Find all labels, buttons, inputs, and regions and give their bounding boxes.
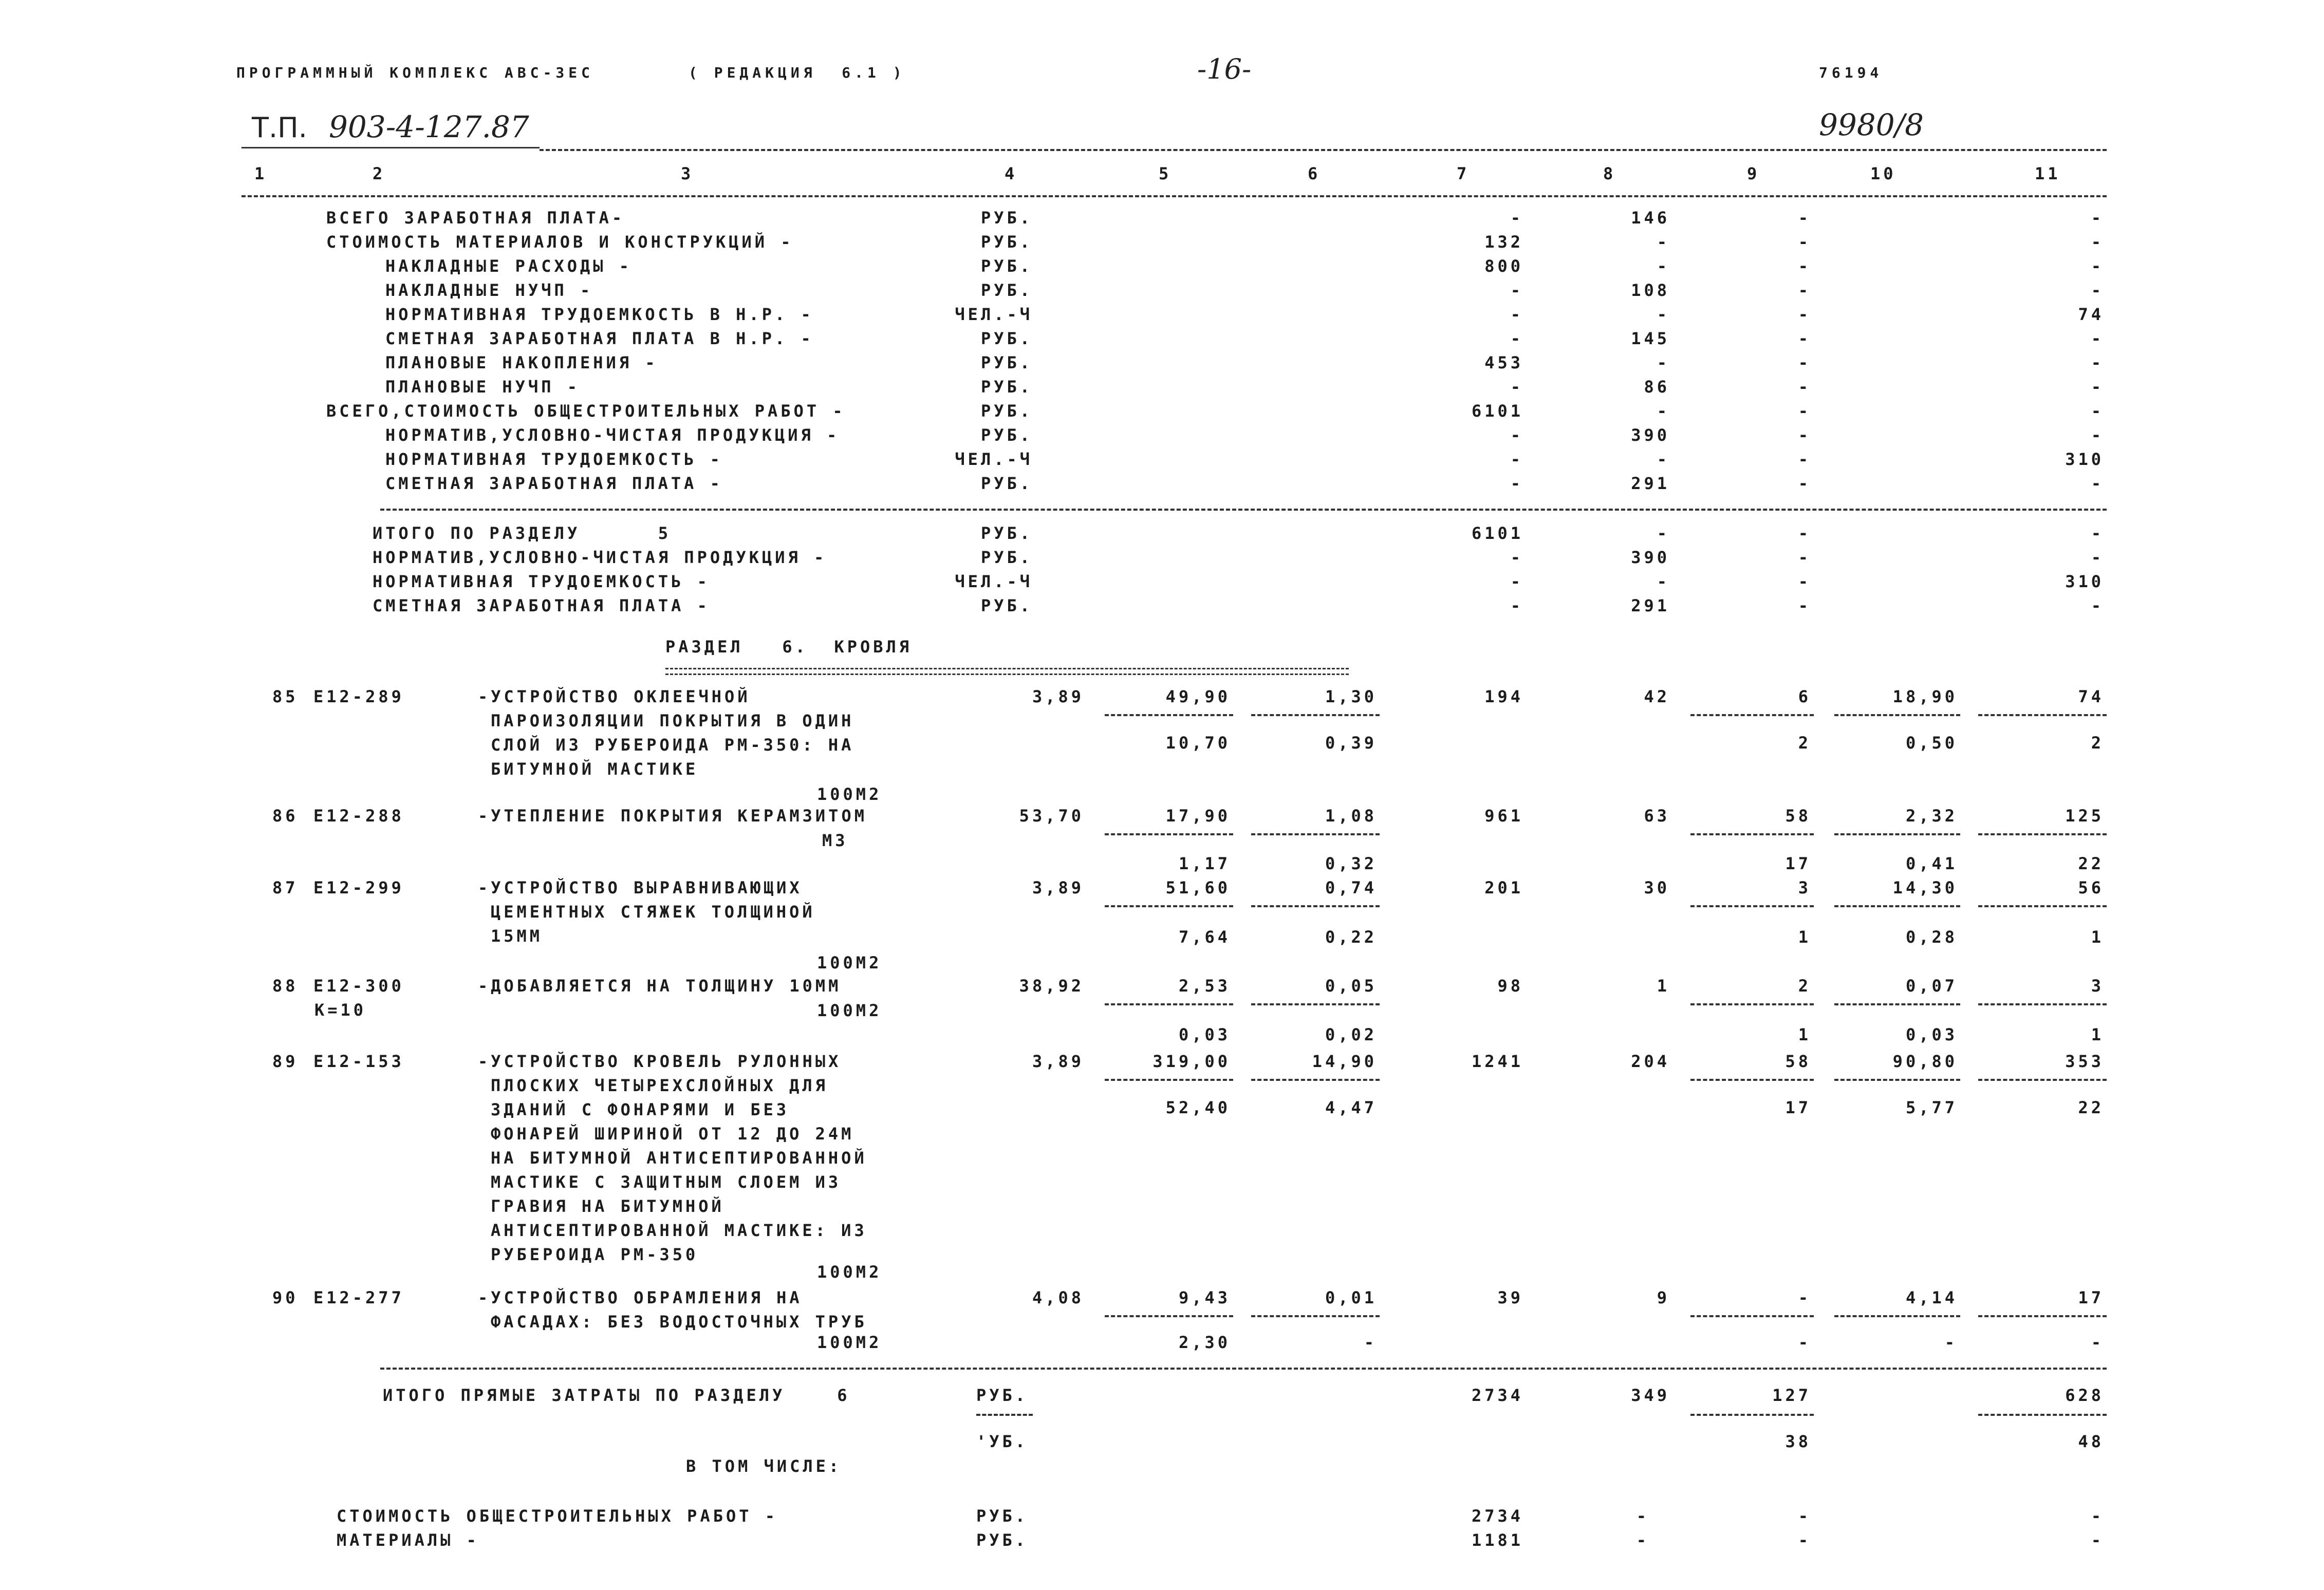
summary-row-col9: - bbox=[1798, 305, 1811, 324]
itogo-6-col9-sub: 38 bbox=[1785, 1432, 1811, 1451]
item-col6: 0,01 bbox=[1325, 1288, 1377, 1307]
item-col6-sub: 4,47 bbox=[1325, 1098, 1377, 1117]
itogo-row-col8: 390 bbox=[1631, 548, 1670, 567]
page-number: -16- bbox=[1197, 53, 1252, 85]
summary-row-col11: - bbox=[2091, 280, 2104, 300]
item-number: 88 bbox=[272, 976, 299, 996]
summary-row-col7: - bbox=[1510, 377, 1523, 397]
item-subdivider bbox=[1105, 1079, 1233, 1081]
footer-row-col8: - bbox=[1636, 1506, 1649, 1526]
item-description-line: -УТЕПЛЕНИЕ ПОКРЫТИЯ КЕРАМЗИТОМ bbox=[478, 806, 867, 826]
item-number: 85 bbox=[272, 687, 299, 706]
itogo-6-col9: 127 bbox=[1772, 1386, 1811, 1405]
itogo-6-unit-2: 'УБ. bbox=[976, 1432, 1029, 1451]
item-col7: 961 bbox=[1484, 806, 1523, 826]
item-col10: 0,07 bbox=[1905, 976, 1958, 996]
summary-row-name: НАКЛАДНЫЕ РАСХОДЫ - bbox=[385, 256, 633, 276]
column-header-3: 3 bbox=[681, 164, 694, 183]
summary-row-col11: - bbox=[2091, 425, 2104, 445]
item-col5: 2,53 bbox=[1178, 976, 1231, 996]
column-header-7: 7 bbox=[1457, 164, 1470, 183]
summary-row-unit: РУБ. bbox=[980, 232, 1033, 252]
summary-row-col7: 453 bbox=[1484, 353, 1523, 372]
summary-row-col7: - bbox=[1510, 425, 1523, 445]
summary-row-col9: - bbox=[1798, 208, 1811, 228]
itogo-row-col11: 310 bbox=[2065, 572, 2104, 591]
item-subdivider bbox=[1105, 1003, 1233, 1005]
itogo-row-unit: РУБ. bbox=[980, 596, 1033, 615]
summary-row-col9: - bbox=[1798, 401, 1811, 421]
summary-row-col7: - bbox=[1510, 280, 1523, 300]
summary-row-col9: - bbox=[1798, 353, 1811, 372]
item-unit: 100М2 bbox=[817, 1262, 882, 1282]
item-subdivider bbox=[1690, 1079, 1814, 1081]
item-description-line: -УСТРОЙСТВО КРОВЕЛЬ РУЛОННЫХ bbox=[478, 1052, 842, 1071]
item-col8: 204 bbox=[1631, 1052, 1670, 1071]
summary-row-unit: РУБ. bbox=[980, 353, 1033, 372]
summary-row-col11: - bbox=[2091, 401, 2104, 421]
itogo-row-name: НОРМАТИВНАЯ ТРУДОЕМКОСТЬ - bbox=[373, 572, 710, 591]
item-subdivider bbox=[1834, 905, 1960, 907]
item-col9-sub: 2 bbox=[1798, 733, 1811, 753]
summary-row-unit: РУБ. bbox=[980, 425, 1033, 445]
summary-row-name: СТОИМОСТЬ МАТЕРИАЛОВ И КОНСТРУКЦИЙ - bbox=[326, 232, 794, 252]
project-code-underline bbox=[241, 147, 540, 148]
summary-row-name: ВСЕГО ЗАРАБОТНАЯ ПЛАТА- bbox=[326, 208, 625, 228]
item-quantity: 4,08 bbox=[1032, 1288, 1084, 1307]
item-col5: 51,60 bbox=[1165, 878, 1231, 897]
item-col5-sub: 1,17 bbox=[1178, 854, 1231, 873]
item-col10-sub: 0,50 bbox=[1905, 733, 1958, 753]
item-quantity: 3,89 bbox=[1032, 687, 1084, 706]
item-col7: 201 bbox=[1484, 878, 1523, 897]
item-unit: 100М2 bbox=[817, 1333, 882, 1352]
summary-row-col8: 108 bbox=[1631, 280, 1670, 300]
itogo-row-col11: - bbox=[2091, 548, 2104, 567]
item-subdivider bbox=[1834, 1315, 1960, 1317]
summary-row-col9: - bbox=[1798, 474, 1811, 493]
column-header-2: 2 bbox=[373, 164, 386, 183]
column-header-6: 6 bbox=[1308, 164, 1321, 183]
item-subdivider bbox=[1978, 905, 2107, 907]
item-col6: 14,90 bbox=[1312, 1052, 1377, 1071]
itogo-row-col8: - bbox=[1657, 523, 1670, 543]
summary-row-col7: 132 bbox=[1484, 232, 1523, 252]
itogo-row-col9: - bbox=[1798, 596, 1811, 615]
summary-row-name: НАКЛАДНЫЕ НУЧП - bbox=[385, 280, 593, 300]
item-quantity: 53,70 bbox=[1019, 806, 1084, 826]
doc-number: 76194 bbox=[1819, 64, 1883, 81]
item-code: Е12-299 bbox=[313, 878, 404, 897]
summary-row-col11: - bbox=[2091, 329, 2104, 348]
summary-row-col11: - bbox=[2091, 377, 2104, 397]
column-header-4: 4 bbox=[1005, 164, 1018, 183]
summary-row-name: СМЕТНАЯ ЗАРАБОТНАЯ ПЛАТА - bbox=[385, 474, 723, 493]
item-col11-sub: 1 bbox=[2091, 1025, 2104, 1044]
itogo-6-unit: РУБ. bbox=[976, 1386, 1029, 1405]
item-description-line: -УСТРОЙСТВО ОБРАМЛЕНИЯ НА bbox=[478, 1288, 803, 1307]
item-code: Е12-277 bbox=[313, 1288, 404, 1307]
item-subdivider bbox=[1251, 714, 1380, 716]
column-header-11: 11 bbox=[2035, 164, 2061, 183]
summary-row-col9: - bbox=[1798, 425, 1811, 445]
item-col11-sub: - bbox=[2091, 1333, 2104, 1352]
summary-row-col8: 146 bbox=[1631, 208, 1670, 228]
summary-row-col7: - bbox=[1510, 329, 1523, 348]
summary-row-col7: - bbox=[1510, 474, 1523, 493]
item-subdivider bbox=[1251, 833, 1380, 835]
item-subdivider bbox=[1105, 714, 1233, 716]
item-description-line: ЗДАНИЙ С ФОНАРЯМИ И БЕЗ bbox=[491, 1100, 790, 1119]
summary-row-col7: - bbox=[1510, 305, 1523, 324]
item-col6-sub: 0,02 bbox=[1325, 1025, 1377, 1044]
item-col5-sub: 7,64 bbox=[1178, 927, 1231, 947]
item-col10-sub: 5,77 bbox=[1905, 1098, 1958, 1117]
program-name: ПРОГРАММНЫЙ КОМПЛЕКС АВС-ЗЕС bbox=[236, 64, 594, 81]
summary-row-col8: 86 bbox=[1644, 377, 1670, 397]
summary-row-col8: 145 bbox=[1631, 329, 1670, 348]
item-col5: 49,90 bbox=[1165, 687, 1231, 706]
summary-row-col11: 310 bbox=[2065, 450, 2104, 469]
itogo-row-col9: - bbox=[1798, 572, 1811, 591]
footer-row-col7: 2734 bbox=[1471, 1506, 1523, 1526]
item-col8: 1 bbox=[1657, 976, 1670, 996]
itogo-6-name: ИТОГО ПРЯМЫЕ ЗАТРАТЫ ПО РАЗДЕЛУ 6 bbox=[383, 1386, 850, 1405]
summary-row-col8: 390 bbox=[1631, 425, 1670, 445]
item-col5-sub: 10,70 bbox=[1165, 733, 1231, 753]
summary-row-unit: РУБ. bbox=[980, 474, 1033, 493]
item-col9: 6 bbox=[1798, 687, 1811, 706]
item-quantity: 38,92 bbox=[1019, 976, 1084, 996]
item-col8: 9 bbox=[1657, 1288, 1670, 1307]
itogo-row-unit: ЧЕЛ.-Ч bbox=[955, 572, 1033, 591]
summary-row-col7: 800 bbox=[1484, 256, 1523, 276]
column-header-9: 9 bbox=[1747, 164, 1760, 183]
itogo-row-col9: - bbox=[1798, 523, 1811, 543]
item-number: 89 bbox=[272, 1052, 299, 1071]
item-subdivider bbox=[1251, 1003, 1380, 1005]
item-col6: 0,74 bbox=[1325, 878, 1377, 897]
item-description-line: СЛОЙ ИЗ РУБЕРОИДА РМ-350: НА bbox=[491, 735, 854, 755]
item-subdivider bbox=[1978, 714, 2107, 716]
section-6-title-underline bbox=[665, 668, 1349, 675]
summary-row-unit: ЧЕЛ.-Ч bbox=[955, 450, 1033, 469]
item-col5-sub: 2,30 bbox=[1178, 1333, 1231, 1352]
item-description-line: ФАСАДАХ: БЕЗ ВОДОСТОЧНЫХ ТРУБ bbox=[491, 1312, 867, 1332]
summary-row-col7: 6101 bbox=[1471, 401, 1523, 421]
item-col9-sub: - bbox=[1798, 1333, 1811, 1352]
footer-row-col11: - bbox=[2091, 1530, 2104, 1550]
sheet-code: 9980/8 bbox=[1819, 107, 1924, 142]
item-description-line: АНТИСЕПТИРОВАННОЙ МАСТИКЕ: ИЗ bbox=[491, 1221, 867, 1240]
v-tom-chisle-label: В ТОМ ЧИСЛЕ: bbox=[686, 1456, 842, 1476]
summary-row-col11: - bbox=[2091, 353, 2104, 372]
section-5-divider bbox=[380, 509, 2107, 511]
project-code: 903-4-127.87 bbox=[329, 109, 529, 144]
item-subdivider bbox=[1834, 833, 1960, 835]
item-col11-sub: 22 bbox=[2078, 1098, 2104, 1117]
itogo-row-unit: РУБ. bbox=[980, 548, 1033, 567]
column-header-10: 10 bbox=[1870, 164, 1897, 183]
item-col10: 4,14 bbox=[1905, 1288, 1958, 1307]
item-col9-sub: 17 bbox=[1785, 854, 1811, 873]
summary-row-col8: - bbox=[1657, 232, 1670, 252]
summary-row-col8: - bbox=[1657, 256, 1670, 276]
item-col8: 30 bbox=[1644, 878, 1670, 897]
summary-row-unit: РУБ. bbox=[980, 329, 1033, 348]
itogo-row-col7: - bbox=[1510, 572, 1523, 591]
footer-row-col8: - bbox=[1636, 1530, 1649, 1550]
item-subdivider bbox=[1105, 833, 1233, 835]
item-subdivider bbox=[1834, 1079, 1960, 1081]
summary-row-unit: РУБ. bbox=[980, 208, 1033, 228]
item-subdivider bbox=[1834, 1003, 1960, 1005]
item-col6-sub: 0,22 bbox=[1325, 927, 1377, 947]
project-prefix: Т.П. bbox=[252, 111, 307, 144]
itogo-6-col11: 628 bbox=[2065, 1386, 2104, 1405]
summary-row-col9: - bbox=[1798, 450, 1811, 469]
summary-row-col7: - bbox=[1510, 208, 1523, 228]
item-code: Е12-300 bbox=[313, 976, 404, 996]
item-subdivider bbox=[1105, 1315, 1233, 1317]
column-header-1: 1 bbox=[254, 164, 268, 183]
item-description-line: РУБЕРОИДА РМ-350 bbox=[491, 1245, 699, 1264]
footer-row-name: МАТЕРИАЛЫ - bbox=[337, 1530, 479, 1550]
item-subdivider bbox=[1251, 905, 1380, 907]
itogo-row-col8: - bbox=[1657, 572, 1670, 591]
item-subdivider bbox=[1978, 833, 2107, 835]
item-number: 87 bbox=[272, 878, 299, 897]
summary-row-unit: РУБ. bbox=[980, 401, 1033, 421]
item-number: 90 bbox=[272, 1288, 299, 1307]
section-6-title: РАЗДЕЛ 6. КРОВЛЯ bbox=[665, 637, 913, 657]
item-subdivider bbox=[1978, 1003, 2107, 1005]
item-col6: 1,08 bbox=[1325, 806, 1377, 826]
item-col11-sub: 1 bbox=[2091, 927, 2104, 947]
item-description-line: -УСТРОЙСТВО ОКЛЕЕЧНОЙ bbox=[478, 687, 751, 706]
item-unit: 100М2 bbox=[817, 1001, 882, 1020]
summary-row-col9: - bbox=[1798, 329, 1811, 348]
summary-row-col9: - bbox=[1798, 232, 1811, 252]
summary-row-col8: - bbox=[1657, 450, 1670, 469]
summary-row-col11: - bbox=[2091, 208, 2104, 228]
summary-row-name: ПЛАНОВЫЕ НУЧП - bbox=[385, 377, 580, 397]
item-col7: 98 bbox=[1497, 976, 1523, 996]
item-description-line: ПАРОИЗОЛЯЦИИ ПОКРЫТИЯ В ОДИН bbox=[491, 711, 854, 731]
summary-row-unit: ЧЕЛ.-Ч bbox=[955, 305, 1033, 324]
item-number: 86 bbox=[272, 806, 299, 826]
itogo-6-col7: 2734 bbox=[1471, 1386, 1523, 1405]
summary-row-unit: РУБ. bbox=[980, 377, 1033, 397]
item-code-coef: К=10 bbox=[314, 1000, 367, 1020]
item-description-line: ЦЕМЕНТНЫХ СТЯЖЕК ТОЛЩИНОЙ bbox=[491, 902, 815, 922]
summary-row-col8: - bbox=[1657, 305, 1670, 324]
item-col9: 3 bbox=[1798, 878, 1811, 897]
item-description-line: 15ММ bbox=[491, 926, 543, 946]
item-subdivider bbox=[1690, 1003, 1814, 1005]
footer-row-col9: - bbox=[1798, 1506, 1811, 1526]
itogo-row-col7: 6101 bbox=[1471, 523, 1523, 543]
itogo-6-subdivider bbox=[1690, 1414, 1814, 1416]
item-col11-sub: 2 bbox=[2091, 733, 2104, 753]
item-col6-sub: - bbox=[1364, 1333, 1377, 1352]
item-subdivider bbox=[1690, 833, 1814, 835]
item-subdivider bbox=[1690, 905, 1814, 907]
footer-row-name: СТОИМОСТЬ ОБЩЕСТРОИТЕЛЬНЫХ РАБОТ - bbox=[337, 1506, 778, 1526]
summary-row-col11: - bbox=[2091, 474, 2104, 493]
item-col6: 0,05 bbox=[1325, 976, 1377, 996]
itogo-row-name: НОРМАТИВ,УСЛОВНО-ЧИСТАЯ ПРОДУКЦИЯ - bbox=[373, 548, 827, 567]
item-col10: 90,80 bbox=[1892, 1052, 1958, 1071]
item-col11-sub: 22 bbox=[2078, 854, 2104, 873]
item-col10-sub: 0,41 bbox=[1905, 854, 1958, 873]
summary-row-col9: - bbox=[1798, 377, 1811, 397]
summary-row-unit: РУБ. bbox=[980, 256, 1033, 276]
item-quantity: 3,89 bbox=[1032, 878, 1084, 897]
item-description-line: НА БИТУМНОЙ АНТИСЕПТИРОВАННОЙ bbox=[491, 1148, 867, 1168]
itogo-row-col11: - bbox=[2091, 523, 2104, 543]
item-description-line: ФОНАРЕЙ ШИРИНОЙ ОТ 12 ДО 24М bbox=[491, 1124, 854, 1144]
item-subdivider bbox=[1690, 714, 1814, 716]
column-header-divider bbox=[241, 195, 2107, 197]
item-col6: 1,30 bbox=[1325, 687, 1377, 706]
item-col10-sub: 0,28 bbox=[1905, 927, 1958, 947]
summary-row-name: НОРМАТИВНАЯ ТРУДОЕМКОСТЬ - bbox=[385, 450, 723, 469]
footer-row-unit: РУБ. bbox=[976, 1530, 1029, 1550]
item-col10-sub: 0,03 bbox=[1905, 1025, 1958, 1044]
header-divider bbox=[540, 149, 2107, 151]
item-col9: 2 bbox=[1798, 976, 1811, 996]
item-col11: 17 bbox=[2078, 1288, 2104, 1307]
summary-row-name: ВСЕГО,СТОИМОСТЬ ОБЩЕСТРОИТЕЛЬНЫХ РАБОТ - bbox=[326, 401, 846, 421]
item-col9: - bbox=[1798, 1288, 1811, 1307]
item-col8: 63 bbox=[1644, 806, 1670, 826]
item-col11: 74 bbox=[2078, 687, 2104, 706]
item-unit: 100М2 bbox=[817, 784, 882, 804]
summary-row-unit: РУБ. bbox=[980, 280, 1033, 300]
itogo-row-col8: 291 bbox=[1631, 596, 1670, 615]
item-subdivider bbox=[1251, 1315, 1380, 1317]
item-col11: 353 bbox=[2065, 1052, 2104, 1071]
footer-row-col9: - bbox=[1798, 1530, 1811, 1550]
summary-row-col8: - bbox=[1657, 401, 1670, 421]
footer-row-col7: 1181 bbox=[1471, 1530, 1523, 1550]
footer-row-unit: РУБ. bbox=[976, 1506, 1029, 1526]
itogo-6-col11-sub: 48 bbox=[2078, 1432, 2104, 1451]
item-code: Е12-153 bbox=[313, 1052, 404, 1071]
itogo-6-subdivider bbox=[976, 1414, 1033, 1416]
item-col11: 125 bbox=[2065, 806, 2104, 826]
item-unit: 100М2 bbox=[817, 953, 882, 972]
item-subdivider bbox=[1105, 905, 1233, 907]
item-subdivider bbox=[1978, 1079, 2107, 1081]
itogo-row-name: ИТОГО ПО РАЗДЕЛУ 5 bbox=[373, 523, 672, 543]
item-col10: 14,30 bbox=[1892, 878, 1958, 897]
itogo-row-col7: - bbox=[1510, 596, 1523, 615]
itogo-6-col8: 349 bbox=[1631, 1386, 1670, 1405]
itogo-row-col7: - bbox=[1510, 548, 1523, 567]
item-col6-sub: 0,32 bbox=[1325, 854, 1377, 873]
item-subdivider bbox=[1978, 1315, 2107, 1317]
item-code: Е12-288 bbox=[313, 806, 404, 826]
summary-row-name: СМЕТНАЯ ЗАРАБОТНАЯ ПЛАТА В Н.Р. - bbox=[385, 329, 814, 348]
column-header-8: 8 bbox=[1603, 164, 1616, 183]
summary-row-col11: 74 bbox=[2078, 305, 2104, 324]
item-description-line: ГРАВИЯ НА БИТУМНОЙ bbox=[491, 1196, 724, 1216]
item-description-line: -ДОБАВЛЯЕТСЯ НА ТОЛЩИНУ 10ММ bbox=[478, 976, 842, 996]
column-header-5: 5 bbox=[1159, 164, 1172, 183]
footer-row-col11: - bbox=[2091, 1506, 2104, 1526]
item-col6-sub: 0,39 bbox=[1325, 733, 1377, 753]
item-col9: 58 bbox=[1785, 806, 1811, 826]
item-col9: 58 bbox=[1785, 1052, 1811, 1071]
item-col5: 9,43 bbox=[1178, 1288, 1231, 1307]
item-code: Е12-289 bbox=[313, 687, 404, 706]
summary-row-col8: - bbox=[1657, 353, 1670, 372]
item-col7: 194 bbox=[1484, 687, 1523, 706]
item-description-line: БИТУМНОЙ МАСТИКЕ bbox=[491, 759, 699, 779]
itogo-6-subdivider bbox=[1978, 1414, 2107, 1416]
item-col5-sub: 0,03 bbox=[1178, 1025, 1231, 1044]
summary-row-col9: - bbox=[1798, 256, 1811, 276]
item-subdivider bbox=[1251, 1079, 1380, 1081]
item-col9-sub: 1 bbox=[1798, 927, 1811, 947]
item-description-line: ПЛОСКИХ ЧЕТЫРЕХСЛОЙНЫХ ДЛЯ bbox=[491, 1076, 828, 1095]
item-description-line: -УСТРОЙСТВО ВЫРАВНИВАЮЩИХ bbox=[478, 878, 803, 897]
itogo-row-col9: - bbox=[1798, 548, 1811, 567]
item-col5: 17,90 bbox=[1165, 806, 1231, 826]
summary-row-name: НОРМАТИВНАЯ ТРУДОЕМКОСТЬ В Н.Р. - bbox=[385, 305, 814, 324]
item-unit: М3 bbox=[822, 831, 848, 850]
itogo-6-divider bbox=[380, 1368, 2107, 1370]
item-col9-sub: 1 bbox=[1798, 1025, 1811, 1044]
summary-row-col7: - bbox=[1510, 450, 1523, 469]
summary-row-name: ПЛАНОВЫЕ НАКОПЛЕНИЯ - bbox=[385, 353, 658, 372]
summary-row-col8: 291 bbox=[1631, 474, 1670, 493]
item-col10-sub: - bbox=[1944, 1333, 1958, 1352]
item-col10: 2,32 bbox=[1905, 806, 1958, 826]
edition-label: ( РЕДАКЦИЯ 6.1 ) bbox=[689, 64, 906, 81]
item-col8: 42 bbox=[1644, 687, 1670, 706]
item-col11: 56 bbox=[2078, 878, 2104, 897]
item-col11: 3 bbox=[2091, 976, 2104, 996]
itogo-row-col11: - bbox=[2091, 596, 2104, 615]
item-subdivider bbox=[1834, 714, 1960, 716]
item-col5-sub: 52,40 bbox=[1165, 1098, 1231, 1117]
item-subdivider bbox=[1690, 1315, 1814, 1317]
summary-row-col11: - bbox=[2091, 256, 2104, 276]
item-description-line: МАСТИКЕ С ЗАЩИТНЫМ СЛОЕМ ИЗ bbox=[491, 1172, 842, 1192]
item-col7: 1241 bbox=[1471, 1052, 1523, 1071]
item-col9-sub: 17 bbox=[1785, 1098, 1811, 1117]
item-col10: 18,90 bbox=[1892, 687, 1958, 706]
itogo-row-name: СМЕТНАЯ ЗАРАБОТНАЯ ПЛАТА - bbox=[373, 596, 710, 615]
item-quantity: 3,89 bbox=[1032, 1052, 1084, 1071]
itogo-row-unit: РУБ. bbox=[980, 523, 1033, 543]
summary-row-col9: - bbox=[1798, 280, 1811, 300]
item-col7: 39 bbox=[1497, 1288, 1523, 1307]
item-col5: 319,00 bbox=[1152, 1052, 1231, 1071]
summary-row-col11: - bbox=[2091, 232, 2104, 252]
summary-row-name: НОРМАТИВ,УСЛОВНО-ЧИСТАЯ ПРОДУКЦИЯ - bbox=[385, 425, 840, 445]
